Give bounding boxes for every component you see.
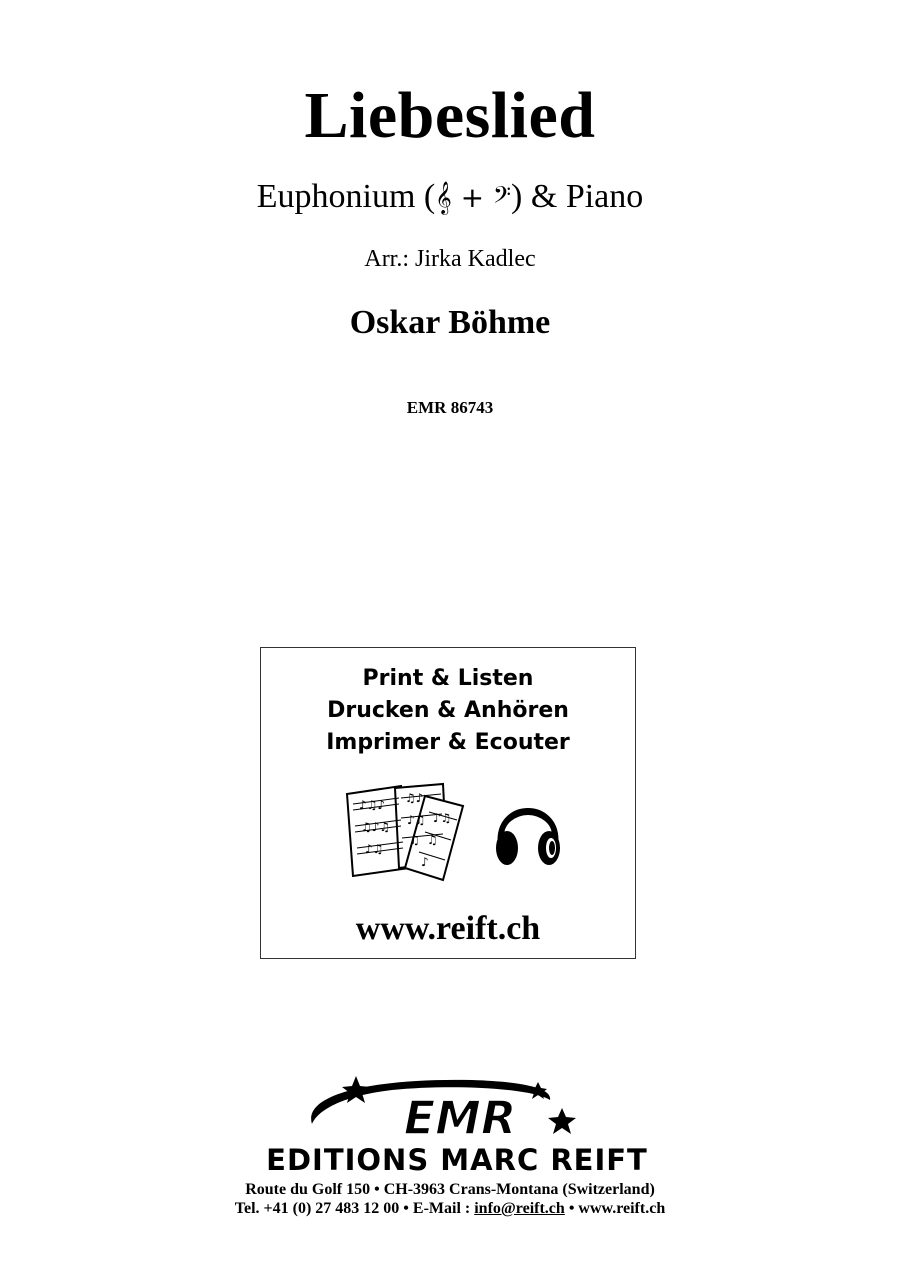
promo-line-fr: Imprimer & Ecouter [326,730,570,755]
publisher-address: Route du Golf 150 • CH-3963 Crans-Montana (Switzerland) [245,1181,655,1198]
emr-logo [232,1072,682,1182]
website-url[interactable]: www.reift.ch [355,910,541,947]
composer: Oskar Böhme [349,304,551,341]
subtitle [0,178,900,216]
publisher-name: EDITIONS MARC REIFT [266,1143,648,1177]
svg-text:♪♫: ♪♫ [365,842,384,856]
contact-phone: Tel. +41 (0) 27 483 12 00 • E-Mail : [234,1200,475,1217]
sheet-music-icon [339,782,469,882]
email-link[interactable]: info@reift.ch [474,1200,565,1217]
subtitle-piano: ) & Piano [511,178,644,215]
svg-text:♫: ♫ [409,833,420,847]
headphones-icon [493,792,563,872]
svg-text:♫: ♫ [427,833,438,847]
subtitle-instrument: Euphonium ( [256,178,436,215]
title: Liebeslied [304,79,596,152]
arranger: Arr.: Jirka Kadlec [364,246,536,272]
contact-website[interactable]: • www.reift.ch [564,1200,666,1217]
print-listen-box [260,647,636,959]
promo-line-de: Drucken & Anhören [327,698,569,723]
svg-text:♫♪: ♫♪ [405,791,424,805]
publisher-contact [0,1200,900,1218]
svg-text:♪♫: ♪♫ [433,811,452,825]
svg-text:♫♪♫: ♫♪♫ [361,820,391,834]
catalog-number: EMR 86743 [406,398,494,417]
svg-text:♪♫: ♪♫ [407,813,426,827]
promo-line-en: Print & Listen [362,666,534,691]
svg-text:♪♫♪: ♪♫♪ [359,798,386,812]
svg-text:♪: ♪ [421,855,429,869]
clefs-symbol: 𝄞 + 𝄢 [435,181,512,214]
logo-emr-text: EMR [403,1091,517,1145]
